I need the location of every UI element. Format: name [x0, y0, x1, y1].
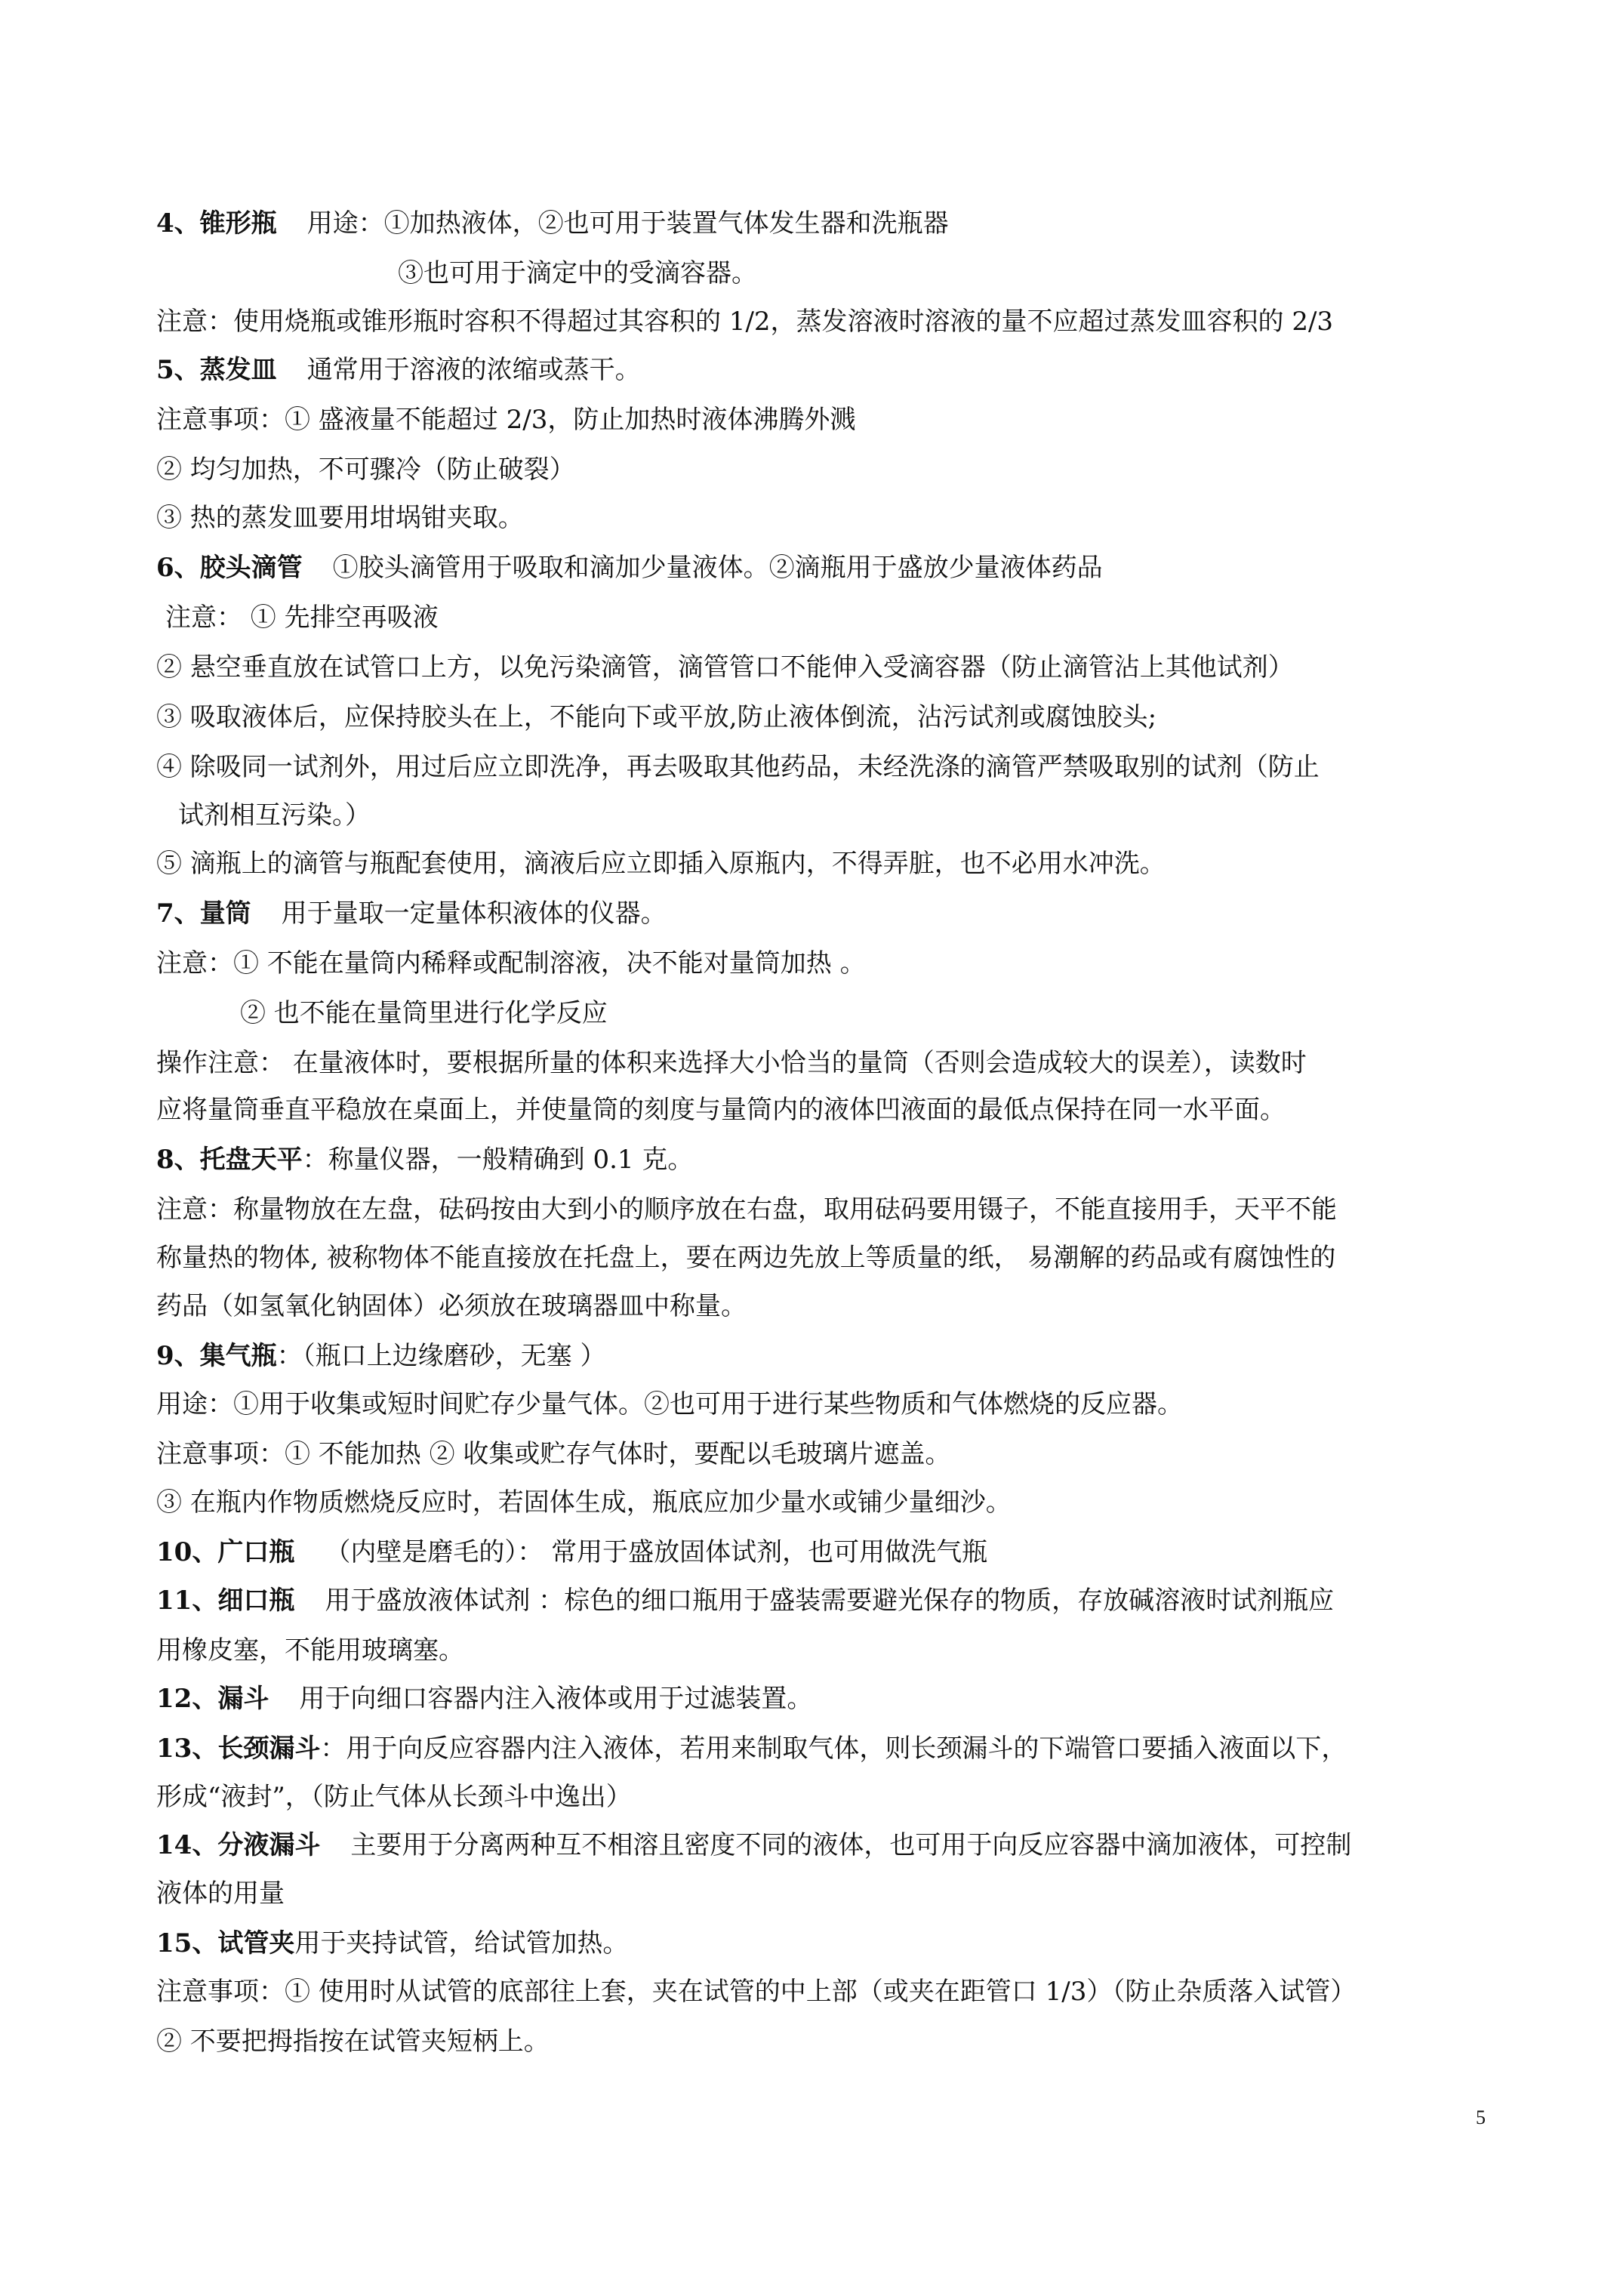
- text-line: [156, 550, 1510, 586]
- text-line: [156, 1632, 1510, 1669]
- text-line: [156, 699, 1510, 735]
- section-heading: 12、漏斗: [156, 1684, 269, 1714]
- section-heading: 14、分液漏斗: [156, 1830, 321, 1860]
- line-text: 主要用于分离两种互不相溶且密度不同的液体，也可用于向反应容器中滴加液体，可控制: [350, 1830, 1352, 1860]
- text-line: [156, 846, 1510, 882]
- line-text: 注意：称量物放在左盘，砝码按由大到小的顺序放在右盘，取用砝码要用镊子，不能直接用手，天平不能: [156, 1194, 1337, 1225]
- text-line: [156, 402, 1510, 438]
- section-heading: 8、托盘天平: [156, 1145, 303, 1175]
- text-line: [156, 895, 1510, 932]
- text-line: [156, 945, 1510, 982]
- text-line: [156, 451, 1510, 488]
- section-heading: 10、广口瓶: [156, 1537, 295, 1567]
- text-line: [156, 500, 1510, 536]
- text-line: [156, 1092, 1510, 1128]
- text-line: [156, 352, 1510, 388]
- line-text: ③ 吸取液体后，应保持胶头在上，不能向下或平放,防止液体倒流，沾污试剂或腐蚀胶头;: [156, 702, 1157, 732]
- line-text: 注意事项：① 使用时从试管的底部往上套，夹在试管的中上部（或夹在距管口 1/3）（防止杂质落入试管）: [156, 1977, 1357, 2007]
- line-text: ⑤ 滴瓶上的滴管与瓶配套使用，滴液后应立即插入原瓶内，不得弄脏，也不必用水冲洗。: [156, 849, 1166, 879]
- text-line: [156, 649, 1510, 686]
- line-text: 用于夹持试管，给试管加热。: [294, 1928, 629, 1959]
- text-line: [156, 1288, 1510, 1324]
- text-line: [156, 1827, 1510, 1863]
- text-line: [156, 1534, 1510, 1570]
- line-text: 注意：使用烧瓶或锥形瓶时容积不得超过其容积的 1/2，蒸发溶液时溶液的量不应超过蒸发皿容积的 2/3: [156, 307, 1334, 337]
- line-text: 注意事项：① 盛液量不能超过 2/3，防止加热时液体沸腾外溅: [156, 405, 856, 435]
- text-line: [240, 995, 1510, 1031]
- section-heading: 9、集气瓶: [156, 1341, 277, 1371]
- line-text: 液体的用量: [156, 1878, 285, 1909]
- line-text: 操作注意： 在量液体时，要根据所量的体积来选择大小恰当的量筒（否则会造成较大的误差），读数时: [156, 1048, 1307, 1078]
- text-line: [156, 1681, 1510, 1717]
- text-line: [156, 1974, 1510, 2010]
- text-line: [156, 2023, 1510, 2060]
- text-line: [156, 304, 1510, 340]
- text-line: [156, 1925, 1510, 1962]
- line-text: 用途：①加热液体，②也可用于装置气体发生器和洗瓶器: [306, 208, 949, 239]
- text-line: [165, 599, 1510, 636]
- line-text: 用于量取一定量体积液体的仪器。: [281, 898, 667, 929]
- line-text: 注意： ① 先排空再吸液: [165, 603, 439, 633]
- text-line: [156, 1436, 1510, 1472]
- text-line: [156, 205, 1510, 242]
- line-text: ：（瓶口上边缘磨砂，无塞 ）: [276, 1341, 606, 1371]
- line-text: ② 不要把拇指按在试管夹短柄上。: [156, 2026, 550, 2057]
- section-heading: 5、蒸发皿: [156, 355, 277, 385]
- line-text: 形成“液封”，（防止气体从长颈斗中逸出）: [156, 1782, 632, 1812]
- text-line: [156, 1875, 1510, 1912]
- line-text: ② 也不能在量筒里进行化学反应: [240, 998, 608, 1028]
- text-line: [156, 1045, 1510, 1081]
- line-text: ③ 在瓶内作物质燃烧反应时，若固体生成，瓶底应加少量水或铺少量细沙。: [156, 1487, 1012, 1518]
- text-line: [178, 797, 1510, 834]
- section-heading: 7、量筒: [156, 898, 251, 929]
- text-line: [156, 1583, 1510, 1619]
- line-text: 通常用于溶液的浓缩或蒸干。: [306, 355, 641, 385]
- line-text: 用橡皮塞，不能用玻璃塞。: [156, 1635, 464, 1666]
- text-line: [156, 1240, 1510, 1276]
- text-line: [156, 1484, 1510, 1521]
- line-text: ② 均匀加热，不可骤冷（防止破裂）: [156, 455, 575, 485]
- section-heading: 11、细口瓶: [156, 1586, 295, 1616]
- line-text: 用途：①用于收集或短时间贮存少量气体。②也可用于进行某些物质和气体燃烧的反应器。: [156, 1389, 1183, 1419]
- line-text: ④ 除吸同一试剂外，用过后应立即洗净，再去吸取其他药品，未经洗涤的滴管严禁吸取别的试剂（防止: [156, 752, 1320, 782]
- line-text: 药品（如氢氧化钠固体）必须放在玻璃器皿中称量。: [156, 1291, 747, 1321]
- section-heading: 4、锥形瓶: [156, 208, 277, 239]
- line-text: ② 悬空垂直放在试管口上方，以免污染滴管，滴管管口不能伸入受滴容器（防止滴管沾上其他试剂）: [156, 652, 1294, 683]
- line-text: 注意：① 不能在量筒内稀释或配制溶液，决不能对量筒加热 。: [156, 948, 866, 978]
- text-line: [156, 1730, 1510, 1767]
- line-text: 称量热的物体, 被称物体不能直接放在托盘上，要在两边先放上等质量的纸， 易潮解的药品或有腐蚀性的: [156, 1243, 1336, 1273]
- line-text: （内壁是磨毛的）： 常用于盛放固体试剂，也可用做洗气瓶: [325, 1537, 988, 1567]
- section-heading: 13、长颈漏斗: [156, 1734, 321, 1764]
- section-heading: 6、胶头滴管: [156, 553, 303, 583]
- page-number: 5: [1476, 2106, 1486, 2128]
- line-text: 应将量筒垂直平稳放在桌面上，并使量筒的刻度与量筒内的液体凹液面的最低点保持在同一水平面。: [156, 1095, 1286, 1125]
- text-line: [156, 1386, 1510, 1422]
- section-heading: 15、试管夹: [156, 1928, 295, 1959]
- line-text: ③也可用于滴定中的受滴容器。: [398, 258, 757, 288]
- text-line: [156, 749, 1510, 785]
- line-text: 用于盛放液体试剂 ：棕色的细口瓶用于盛装需要避光保存的物质，存放碱溶液时试剂瓶应: [325, 1586, 1335, 1616]
- line-text: 用于向细口容器内注入液体或用于过滤装置。: [299, 1684, 813, 1714]
- line-text: 注意事项：① 不能加热 ② 收集或贮存气体时，要配以毛玻璃片遮盖。: [156, 1439, 951, 1469]
- text-line: [156, 1338, 1510, 1374]
- text-line: [156, 1142, 1510, 1178]
- text-line: [156, 1191, 1510, 1228]
- text-line: [156, 1779, 1510, 1815]
- line-text: ①胶头滴管用于吸取和滴加少量液体。②滴瓶用于盛放少量液体药品: [332, 553, 1103, 583]
- line-text: 试剂相互污染。）: [178, 800, 371, 831]
- line-text: ：称量仪器，一般精确到 0.1 克。: [302, 1145, 694, 1175]
- line-text: ：用于向反应容器内注入液体，若用来制取气体，则长颈漏斗的下端管口要插入液面以下，: [320, 1734, 1347, 1764]
- text-line: [398, 255, 1510, 291]
- line-text: ③ 热的蒸发皿要用坩埚钳夹取。: [156, 503, 524, 533]
